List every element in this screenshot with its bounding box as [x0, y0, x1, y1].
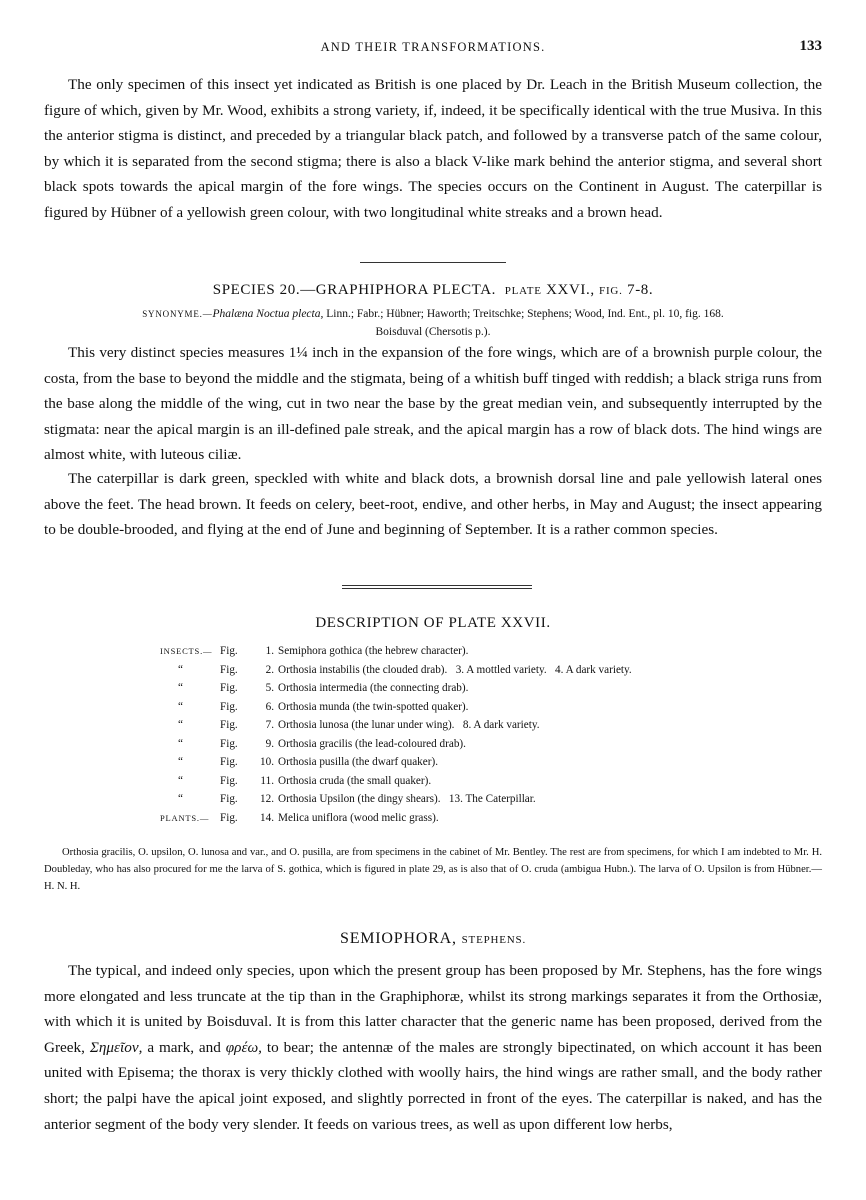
synonyme-block [44, 305, 822, 341]
intro-paragraph: The only specimen of this insect yet indicated as British is one placed by Dr. Leach in the British Museum collection, the figure of which, given by Mr. Wood, exhibits a strong variety, if, indeed, it be specifically identical with the true Musiva. In this the anterior stigma is distinct, and preceded by a triangular black patch, and followed by a transverse patch of the same colour, by which it is separated from the second stigma; there is also a black V-like mark behind the anterior stigma, and several short black spots towards the apical margin of the fore wings. The species occurs on the Continent in August. The caterpillar is figured by Hübner of a yellowish green colour, with two longitudinal white streaks and a brown head. [44, 76, 822, 221]
plate-row-fig-number: 14. [260, 811, 274, 824]
plate-figure-row [160, 772, 800, 791]
species-heading [0, 282, 866, 299]
plate-word: PLATE [504, 285, 542, 297]
genus-paragraph-c: to bear; the antennæ of the males are strongly bipectinated, on which account it has been united with Episema; the thorax is very thickly clothed with woolly hairs, the hind wings are rather small, and the body rather short; the palpi have the apical joint exposed, and slightly porrected in front of the eyes. The caterpillar is naked, and has the anterior segment of the body very slender. It feeds on various trees, as well as upon different low herbs, [44, 1038, 823, 1133]
plate-row-text: Orthosia pusilla (the dwarf quaker). [278, 756, 438, 768]
species-paragraph-1: This very distinct species measures 1¼ inch in the expansion of the fore wings, which are of a brownish purple colour, the costa, from the base to beyond the middle and the stigmata, being of a whitish buff tinged with reddish; a black striga runs from the base along the middle of the wing, cut in two near the base by the great median vein, and subsequently interrupted by the stigmata: near the apical margin is an ill-defined pale streak, and the apical margin has a row of black dots. The hind wings are almost white, with luteous ciliæ. [44, 344, 822, 464]
plate-row-fig-label: Fig. [220, 793, 238, 805]
plate-figure-row [160, 642, 800, 661]
plate-row-fig-number: 10. [260, 756, 274, 768]
fig-word: FIG. [599, 285, 623, 297]
synonyme-text: Linn.; Fabr.; Hübner; Haworth; Treitschke; Stephens; Wood, Ind. Ent., pl. 10, fig. 168. [326, 308, 724, 320]
page-number: 133 [799, 38, 822, 54]
plate-row-text: Melica uniflora (wood melic grass). [278, 811, 439, 824]
plate-row-text: Orthosia Upsilon (the dingy shears). 13. The Caterpillar. [278, 793, 536, 805]
plate-row-fig-number: 6. [265, 700, 274, 713]
plate-figure-row [160, 753, 800, 772]
genus-paragraph-a: The typical, and indeed only species, upon which the present group has been proposed by Mr. Stephens, has the fore wings more elongated and less truncate at the tip than in the Graphiphoræ, whilst its strong markings separates it from the Orthosiæ, with which it is united by Boisduval. It is from this latter character that the generic name has been proposed, derived from the Greek, [44, 962, 822, 1056]
plate-row-lead: “ [178, 737, 183, 750]
plate-row-text: Semiphora gothica (the hebrew character). [278, 645, 469, 657]
plate-row-lead: “ [178, 793, 183, 805]
running-head: AND THEIR TRANSFORMATIONS. [320, 40, 546, 54]
synonyme-line-1 [44, 305, 822, 323]
plate-note: Orthosia gracilis, O. upsilon, O. lunosa and var., and O. pusilla, are from specimens in the cabinet of Mr. Bentley. The rest are from specimens, for which I am indebted to Mr. H. Doubleday, who has also procured for me the larva of S. gothica, which is figured in plate 29, as is also that of O. cruda (ambigua Hubn.). The larva of O. Upsilon is from Hübner.—H. N. H. [44, 847, 822, 892]
genus-heading [0, 930, 866, 948]
plate-figure-row [160, 790, 800, 809]
greek-word-1: Σημεῖον, [89, 1038, 143, 1056]
plate-row-text: Orthosia intermedia (the connecting drab). [278, 682, 469, 694]
plate-row-lead: “ [178, 719, 183, 731]
plate-row-fig-label: Fig. [220, 663, 238, 676]
plate-row-text: Orthosia munda (the twin-spotted quaker). [278, 700, 469, 713]
plate-row-fig-number: 1. [265, 645, 274, 657]
plate-row-fig-label: Fig. [220, 774, 238, 787]
plate-row-lead: “ [178, 756, 183, 768]
plate-row-text: Orthosia lunosa (the lunar under wing). 8. A dark variety. [278, 719, 540, 731]
greek-word-2: φρέω, [225, 1038, 262, 1056]
genus-paragraph-b: a mark, and [147, 1038, 221, 1056]
plate-row-fig-label: Fig. [220, 719, 238, 731]
plate-row-fig-number: 12. [260, 793, 274, 805]
synonyme-italic: Phalæna Noctua plecta, [212, 308, 324, 320]
plate-row-text: Orthosia gracilis (the lead-coloured drab). [278, 737, 466, 750]
plate-row-fig-label: Fig. [220, 737, 238, 750]
plate-row-fig-number: 11. [260, 774, 274, 787]
species-paragraph-2: The caterpillar is dark green, speckled with white and black dots, a brownish dorsal line and pale yellowish lateral ones above the feet. The head brown. It feeds on celery, beet-root, endive, and other herbs, in May and August; the insect appearing to be double-brooded, and flying at the end of June and beginning of September. It is a rather common species. [44, 470, 822, 539]
section-double-divider [342, 585, 532, 589]
genus-paragraph [44, 958, 822, 1137]
plate-row-fig-label: Fig. [220, 682, 238, 694]
genus-title: SEMIOPHORA, [340, 930, 457, 947]
synonyme-line-2: Boisduval (Chersotis p.). [375, 326, 491, 338]
plate-row-fig-label: Fig. [220, 700, 238, 713]
plate-row-lead: INSECTS.— [160, 646, 213, 656]
species-heading-main: SPECIES 20.—GRAPHIPHORA PLECTA. [212, 282, 497, 298]
plate-row-text: Orthosia instabilis (the clouded drab). 3. A mottled variety. 4. A dark variety. [278, 663, 632, 676]
plate-row-lead: “ [178, 682, 183, 694]
page-header [0, 38, 866, 58]
plate-row-lead: “ [178, 663, 183, 676]
plate-row-fig-number: 5. [265, 682, 274, 694]
plate-row-lead: “ [178, 700, 183, 713]
plate-row-fig-number: 9. [265, 737, 274, 750]
plate-row-fig-number: 2. [265, 663, 274, 676]
plate-ref: XXVI., [546, 282, 595, 298]
plate-row-fig-label: Fig. [220, 811, 238, 824]
plate-figure-row [160, 809, 800, 828]
fig-ref: 7-8. [627, 282, 654, 298]
plate-row-text: Orthosia cruda (the small quaker). [278, 774, 432, 787]
plate-figure-row [160, 661, 800, 680]
plate-row-fig-label: Fig. [220, 756, 238, 768]
plate-row-lead: “ [178, 774, 183, 787]
plate-row-fig-number: 7. [265, 719, 274, 731]
plate-figure-row [160, 679, 800, 698]
plate-row-lead: PLANTS.— [160, 812, 210, 823]
plate-figure-row [160, 735, 800, 754]
plate-row-fig-label: Fig. [220, 645, 238, 657]
plate-figure-row [160, 716, 800, 735]
synonyme-label: SYNONYME.— [142, 309, 213, 319]
plate-description-title: DESCRIPTION OF PLATE XXVII. [315, 615, 551, 631]
genus-author: STEPHENS. [461, 934, 526, 946]
plate-figure-row [160, 698, 800, 717]
section-divider [360, 262, 506, 263]
plate-figure-list [160, 642, 800, 827]
